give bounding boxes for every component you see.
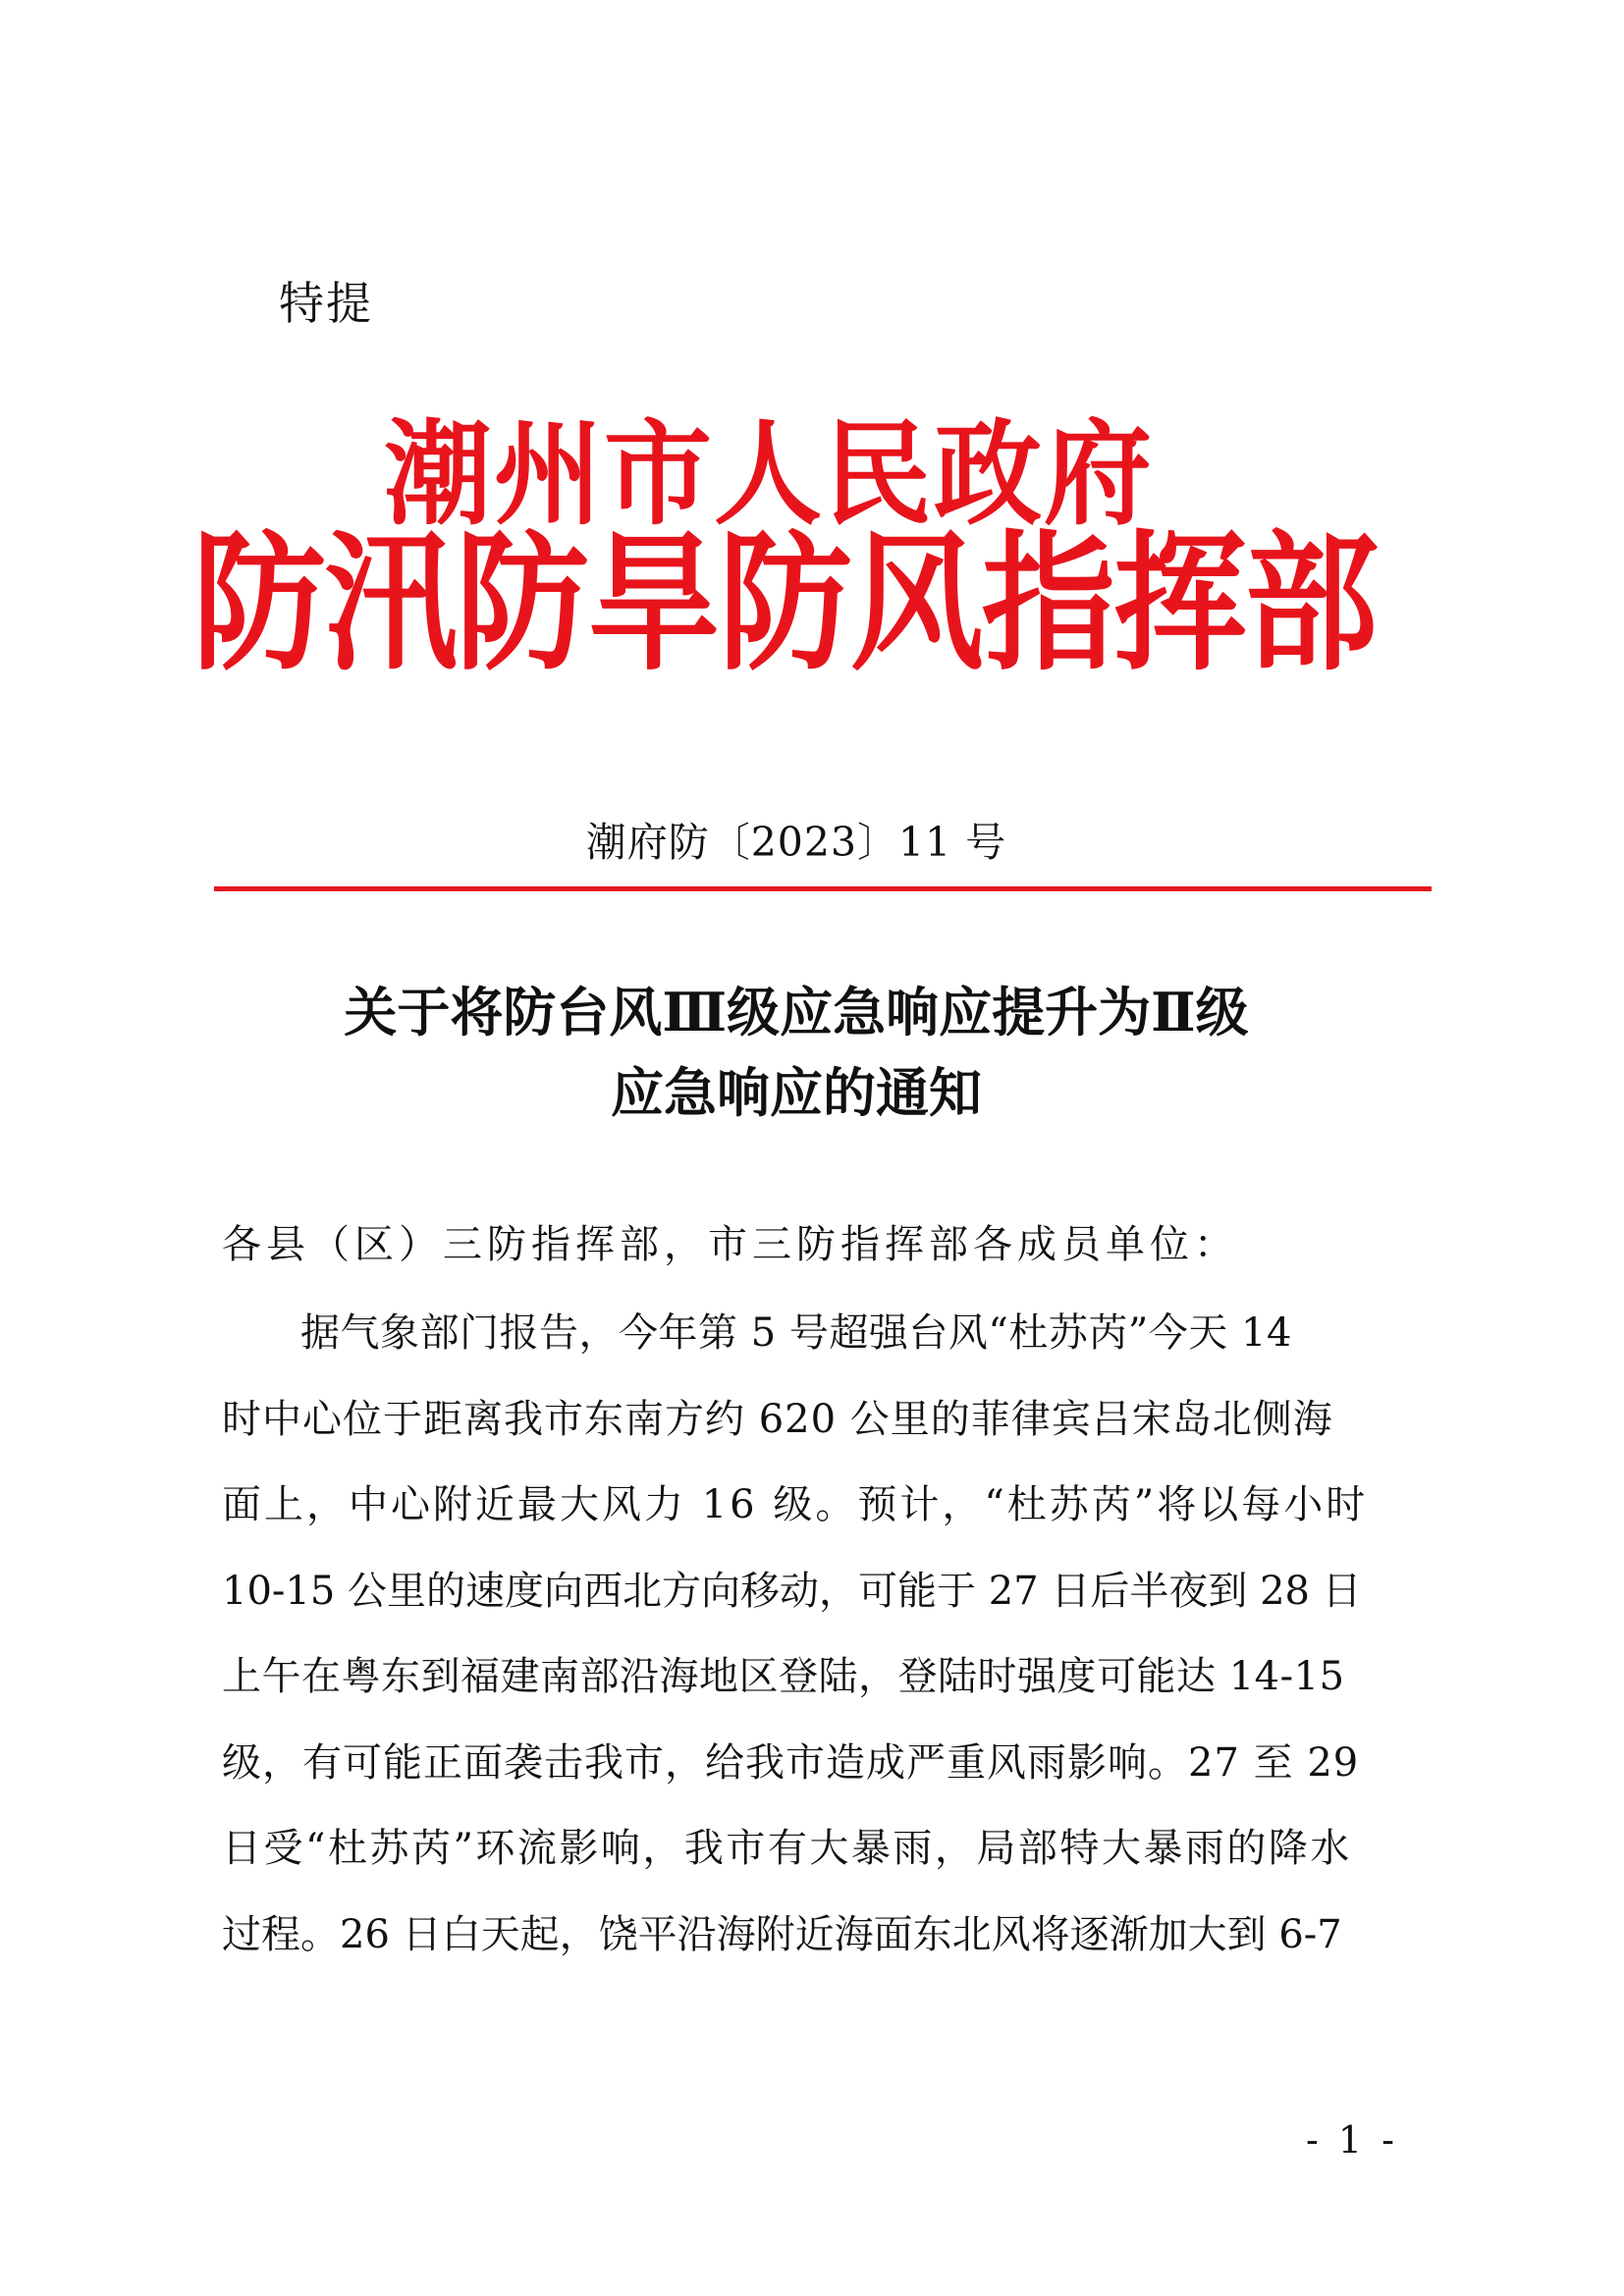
priority-mark: 特提	[279, 277, 373, 330]
body-line: 面上，中心附近最大风力 16 级。预计，“杜苏芮”将以每小时	[222, 1482, 1369, 1527]
document-number: 潮府防〔2023〕11 号	[585, 819, 1007, 866]
body-line: 上午在粤东到福建南部沿海地区登陆，登陆时强度可能达 14-15	[222, 1654, 1345, 1699]
issuing-organization-line-2: 防汛防旱防风指挥部	[192, 515, 1377, 692]
red-divider	[214, 886, 1432, 891]
body-line: 过程。26 日白天起，饶平沿海附近海面东北风将逐渐加大到 6-7	[222, 1912, 1342, 1957]
document-title-line-2: 应急响应的通知	[611, 1061, 982, 1124]
document-title-line-1: 关于将防台风Ⅲ级应急响应提升为Ⅱ级	[344, 981, 1249, 1043]
body-line: 日受“杜苏芮”环流影响，我市有大暴雨，局部特大暴雨的降水	[222, 1826, 1352, 1871]
body-line: 时中心位于距离我市东南方约 620 公里的菲律宾吕宋岛北侧海	[222, 1397, 1333, 1442]
page-number: - 1 -	[1306, 2118, 1399, 2162]
body-line: 据气象部门报告，今年第 5 号超强台风“杜苏芮”今天 14	[300, 1310, 1292, 1356]
body-line: 级，有可能正面袭击我市，给我市造成严重风雨影响。27 至 29	[222, 1740, 1360, 1786]
issuing-organization-line-1: 潮州市人民政府	[384, 406, 1154, 541]
salutation: 各县（区）三防指挥部，市三防指挥部各成员单位：	[222, 1222, 1238, 1267]
body-line: 10-15 公里的速度向西北方向移动，可能于 27 日后半夜到 28 日	[222, 1569, 1362, 1614]
